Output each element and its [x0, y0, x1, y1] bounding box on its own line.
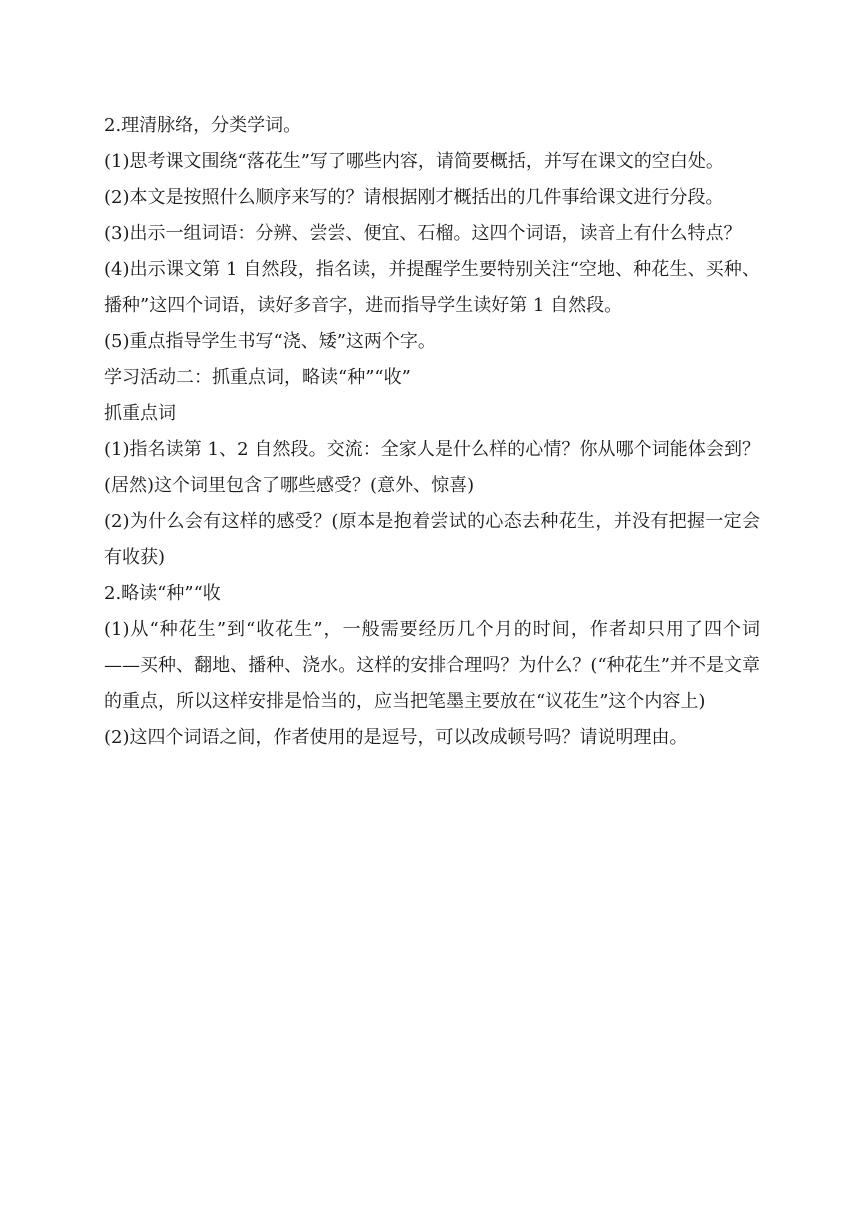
list-item: (1)从“种花生”到“收花生”，一般需要经历几个月的时间，作者却只用了四个词——买种、翻地、播种、浇水。这样的安排合理吗？为什么？(“种花生”并不是文章的重点，所以这样安排是恰当的，应当把笔墨主要放在“议花生”这个内容上) [104, 619, 760, 712]
list-item: (1)思考课文围绕“落花生”写了哪些内容，请简要概括，并写在课文的空白处。 [104, 151, 724, 172]
list-item: (2)本文是按照什么顺序来写的？请根据刚才概括出的几件事给课文进行分段。 [104, 187, 724, 208]
section-heading: 2.理清脉络，分类学词。 [104, 115, 302, 136]
document-body [104, 108, 760, 756]
list-item: (5)重点指导学生书写“浇、矮”这两个字。 [104, 331, 436, 352]
list-item: (2)这四个词语之间，作者使用的是逗号，可以改成顿号吗？请说明理由。 [104, 727, 688, 748]
list-item: (1)指名读第 1、2 自然段。交流：全家人是什么样的心情？你从哪个词能体会到？(居然)这个词里包含了哪些感受？(意外、惊喜) [104, 439, 760, 496]
subsection-heading: 抓重点词 [104, 403, 176, 424]
list-item: (2)为什么会有这样的感受？(原本是抱着尝试的心态去种花生，并没有把握一定会有收获) [104, 511, 760, 568]
section-heading: 学习活动二：抓重点词，略读“种”“收” [104, 367, 411, 388]
list-item: (4)出示课文第 1 自然段，指名读，并提醒学生要特别关注“空地、种花生、买种、播种”这四个词语，读好多音字，进而指导学生读好第 1 自然段。 [104, 259, 760, 316]
list-item: (3)出示一组词语：分辨、尝尝、便宜、石榴。这四个词语，读音上有什么特点？ [104, 223, 742, 244]
section-heading: 2.略读“种”“收 [104, 583, 221, 604]
